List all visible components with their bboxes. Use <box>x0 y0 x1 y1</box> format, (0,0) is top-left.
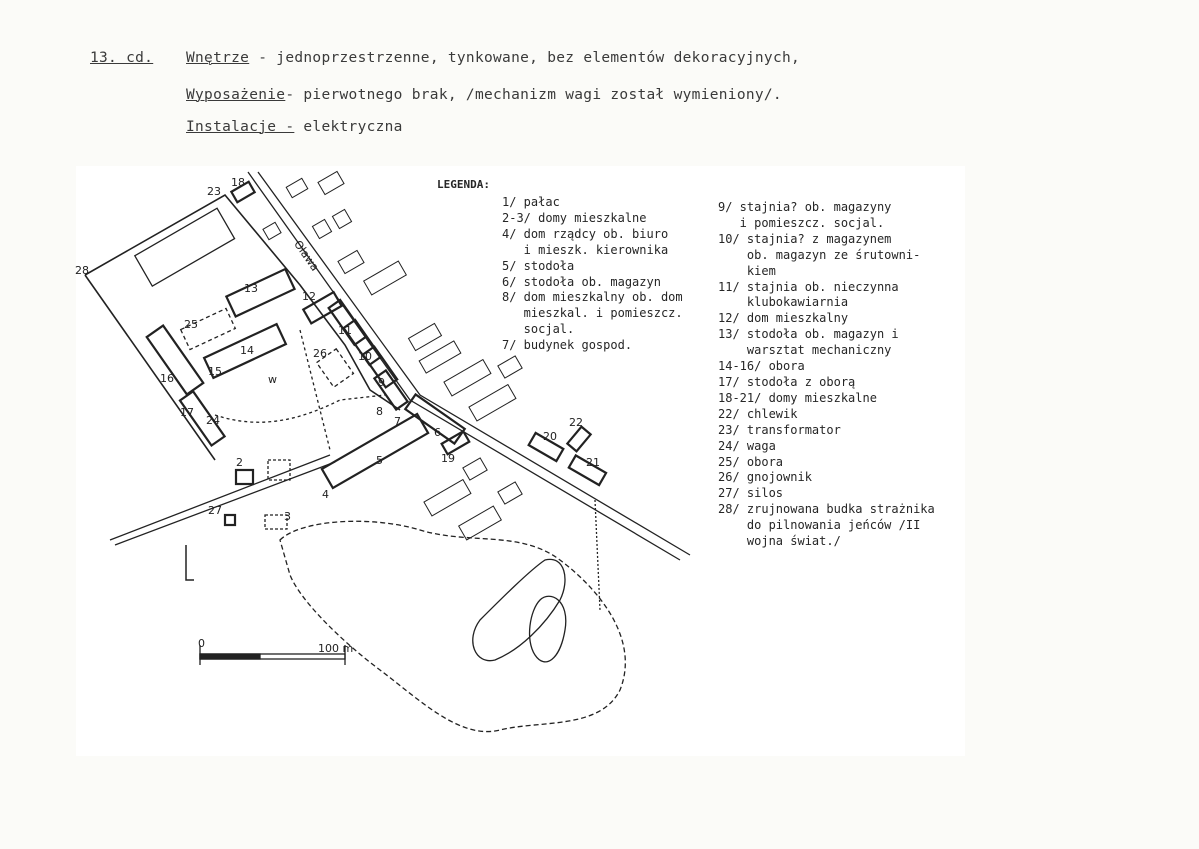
river-label: Oława <box>291 237 322 274</box>
estate-boundary-west <box>85 275 215 460</box>
label-10: 10 <box>358 350 372 363</box>
label-2: 2 <box>236 456 243 469</box>
legend-entry: 24/ waga <box>718 438 776 453</box>
legend-entry: 26/ gnojownik <box>718 470 812 485</box>
label-9: 9 <box>378 376 385 389</box>
equipment-text: - pierwotnego brak, /mechanizm wagi został wymieniony/. <box>285 87 782 103</box>
label-28: 28 <box>75 264 89 277</box>
label-6: 6 <box>434 426 441 439</box>
legend-entry: i mieszk. kierownika <box>502 242 669 257</box>
label-26: 26 <box>313 347 327 360</box>
label-25: 25 <box>184 318 198 331</box>
legend-entry: socjal. <box>502 322 575 337</box>
legend-entry: 1/ pałac <box>502 195 560 209</box>
legend-title: LEGENDA: <box>437 178 490 191</box>
building-2 <box>236 470 253 484</box>
pond-b <box>530 596 566 662</box>
label-3: 3 <box>284 510 291 523</box>
internal-path-a <box>215 395 385 422</box>
building-13 <box>226 269 294 316</box>
legend-entry: 4/ dom rządcy ob. biuro <box>502 226 669 241</box>
interior-text: - jednoprzestrzenne, tynkowane, bez elementów dekoracyjnych, <box>249 50 801 66</box>
legend-entry: 8/ dom mieszkalny ob. dom <box>502 290 683 305</box>
installations-label: Instalacje - <box>186 119 295 135</box>
equipment-label: Wyposażenie <box>186 87 286 103</box>
scale-start-label: 0 <box>198 637 205 650</box>
legend-entry: 14-16/ obora <box>718 359 805 374</box>
label-16: 16 <box>160 372 174 385</box>
building-1 <box>135 208 235 286</box>
legend-entry: 7/ budynek gospod. <box>502 338 633 353</box>
legend-entry: 2-3/ domy mieszkalne <box>502 210 647 225</box>
legend-entry: 22/ chlewik <box>718 406 798 421</box>
label-24: 24 <box>206 414 220 427</box>
label-waga: w <box>268 373 277 386</box>
legend-entry: 10/ stajnia? z magazynem <box>718 231 892 246</box>
legend-entry: 27/ silos <box>718 486 784 501</box>
road-west-a <box>110 455 330 540</box>
legend-entry: 25/ obora <box>718 454 784 469</box>
pond-a <box>473 559 565 660</box>
label-5: 5 <box>376 454 383 467</box>
building-27 <box>225 515 235 525</box>
legend-entry: 11/ stajnia ob. nieczynna <box>718 279 899 294</box>
label-22: 22 <box>569 416 583 429</box>
label-11: 11 <box>338 324 352 337</box>
legend-entry: 13/ stodoła ob. magazyn i <box>718 327 899 342</box>
label-15: 15 <box>208 365 222 378</box>
legend-entry: 5/ stodoła <box>502 258 575 273</box>
legend-entry: ob. magazyn ze śrutowni- <box>718 247 921 262</box>
label-13: 13 <box>244 282 258 295</box>
forest-area <box>280 521 625 731</box>
legend-entry: do pilnowania jeńców /II <box>718 518 921 533</box>
legend-entry: 28/ zrujnowana budka strażnika <box>718 502 935 517</box>
legend-entry: 17/ stodoła z oborą <box>718 374 856 389</box>
label-7: 7 <box>394 415 401 428</box>
label-4: 4 <box>322 488 329 501</box>
legend-entry: kiem <box>718 263 776 278</box>
legend-entry: warsztat mechaniczny <box>718 343 892 358</box>
label-27: 27 <box>208 504 222 517</box>
building-22 <box>567 427 590 452</box>
legend-entry: 12/ dom mieszkalny <box>718 311 849 326</box>
interior-label: Wnętrze <box>186 50 250 66</box>
legend-entry: 6/ stodoła ob. magazyn <box>502 274 661 289</box>
label-12: 12 <box>302 290 316 303</box>
legend-entry: 23/ transformator <box>718 422 841 437</box>
label-21: 21 <box>586 456 600 469</box>
road-west-b <box>115 462 335 545</box>
legend-entry: klubokawiarnia <box>718 295 849 310</box>
legend-column-left <box>502 195 683 354</box>
building-4-5 <box>322 414 428 488</box>
legend-entry: 18-21/ domy mieszkalne <box>718 390 877 405</box>
legend-entry: i pomieszcz. socjal. <box>718 215 885 230</box>
legend-entry: 9/ stajnia? ob. magazyny <box>718 200 892 214</box>
installations-text: elektryczna <box>294 119 403 135</box>
label-8: 8 <box>376 405 383 418</box>
label-14: 14 <box>240 344 254 357</box>
section-number: 13. cd. <box>90 50 154 66</box>
north-arrow-icon <box>186 545 194 580</box>
legend-column-right <box>718 200 935 550</box>
scale-end-label: 100 m <box>318 642 354 655</box>
legend-entry: mieszkal. i pomieszcz. <box>502 306 683 321</box>
label-23: 23 <box>207 185 221 198</box>
building-16 <box>147 326 204 395</box>
label-17: 17 <box>180 406 194 419</box>
building-11 <box>329 300 366 345</box>
label-20: 20 <box>543 430 557 443</box>
legend-entry: wojna świat./ <box>718 534 841 549</box>
label-18: 18 <box>231 176 245 189</box>
label-19: 19 <box>441 452 455 465</box>
